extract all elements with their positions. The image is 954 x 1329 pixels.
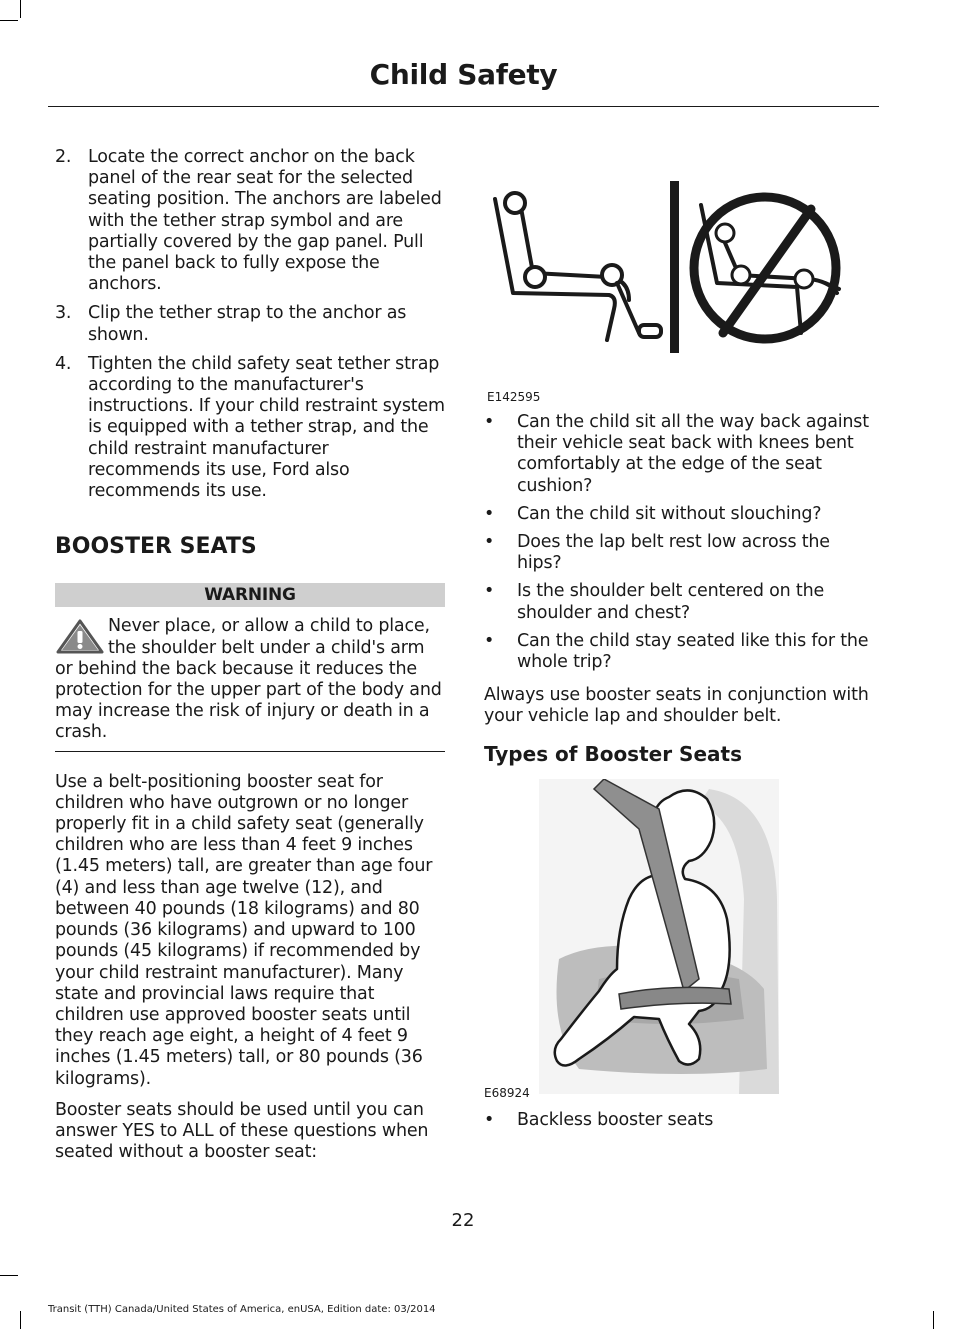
question-text: Can the child sit without slouching? <box>517 503 822 524</box>
crop-mark <box>20 1311 21 1329</box>
questions-list <box>484 412 879 673</box>
step-text: Tighten the child safety seat tether strap according to the manufacturer's instructions. If your child restraint system is equipped with a tether strap, and the child restraint manufacturer recommends its use, Ford also recommends its use. <box>88 353 445 502</box>
figure-code: E68924 <box>484 1085 530 1100</box>
step-item <box>55 354 445 502</box>
list-item <box>484 532 879 574</box>
warning-body <box>55 616 445 751</box>
step-item <box>55 303 445 345</box>
list-item <box>484 1110 879 1131</box>
list-item <box>484 631 879 673</box>
booster-types-list <box>484 1110 879 1131</box>
booster-description: Use a belt-positioning booster seat for children who have outgrown or no longer properly fit in a child safety seat (generally children who are less than 4 feet 9 inches (1.45 meters) tall, are greater than age four (4) and less than age twelve (12), and between 40 pounds (18 kilograms) and 80 pounds (36 kilograms) and upward to 100 pounds (45 kilograms) if recommended by your child restraint manufacturer). Many state and provincial laws require that children use approved booster seats until they reach age eight, a height of 4 feet 9 inches (1.45 meters) tall, or 80 pounds (36 kilograms). <box>55 771 433 1089</box>
divider-bar <box>670 181 679 353</box>
booster-questions-intro: Booster seats should be used until you can answer YES to ALL of these questions when seated without a booster seat: <box>55 1099 429 1163</box>
booster-seat-illustration <box>539 779 779 1094</box>
bullet-marker: • <box>484 630 495 651</box>
step-item <box>55 147 445 295</box>
question-text: Can the child sit all the way back against their vehicle seat back with knees bent comfortably at the edge of the seat cushion? <box>517 412 869 496</box>
question-text: Can the child stay seated like this for the whole trip? <box>517 630 869 673</box>
step-text: Locate the correct anchor on the back panel of the rear seat for the selected seating position. The anchors are labeled with the tether strap symbol and are partially covered by the gap panel. Pull the panel back to fully expose the anchors. <box>88 147 442 295</box>
step-number: 3. <box>55 303 72 324</box>
booster-seats-heading: BOOSTER SEATS <box>55 534 257 560</box>
figure-code: E142595 <box>487 390 541 404</box>
list-item <box>484 412 879 497</box>
crop-mark <box>933 1311 934 1329</box>
footer-edition: Transit (TTH) Canada/United States of America, enUSA, Edition date: 03/2014 <box>48 1304 436 1315</box>
seat-posture-correct-icon <box>495 193 661 340</box>
seat-posture-illustration <box>489 175 859 375</box>
step-number: 4. <box>55 353 72 374</box>
booster-seat-figure <box>484 779 879 1101</box>
question-text: Does the lap belt rest low across the hips? <box>517 532 830 574</box>
bullet-marker: • <box>484 412 495 432</box>
page-title: Child Safety <box>369 58 558 91</box>
warning-text: Never place, or allow a child to place, the shoulder belt under a child's arm or behind the back because it reduces the protection for the upper part of the body and may increase the risk of injury or death in a crash. <box>55 616 442 743</box>
crop-mark <box>0 1275 18 1276</box>
seat-posture-figure <box>484 160 879 405</box>
step-number: 2. <box>55 147 72 167</box>
question-text: Is the shoulder belt centered on the shoulder and chest? <box>517 581 825 623</box>
page-number: 22 <box>451 1210 475 1231</box>
bullet-marker: • <box>484 532 495 553</box>
bullet-marker: • <box>484 581 495 602</box>
warning-box <box>55 583 445 751</box>
steps-list <box>55 147 445 502</box>
crop-mark <box>20 0 21 18</box>
always-use-text: Always use booster seats in conjunction with your vehicle lap and shoulder belt. <box>484 685 869 727</box>
crop-mark <box>0 20 18 21</box>
list-item <box>484 581 879 623</box>
booster-type-text: Backless booster seats <box>517 1109 714 1130</box>
list-item <box>484 504 879 525</box>
left-column <box>55 147 445 1173</box>
title-rule <box>48 106 879 107</box>
right-column <box>484 160 879 1138</box>
warning-triangle-icon <box>55 619 105 655</box>
bullet-marker: • <box>484 1109 495 1130</box>
bullet-marker: • <box>484 503 495 524</box>
warning-label: WARNING <box>55 583 445 607</box>
types-heading: Types of Booster Seats <box>484 741 742 766</box>
step-text: Clip the tether strap to the anchor as shown. <box>88 303 407 345</box>
seat-posture-prohibited-icon <box>694 197 839 339</box>
